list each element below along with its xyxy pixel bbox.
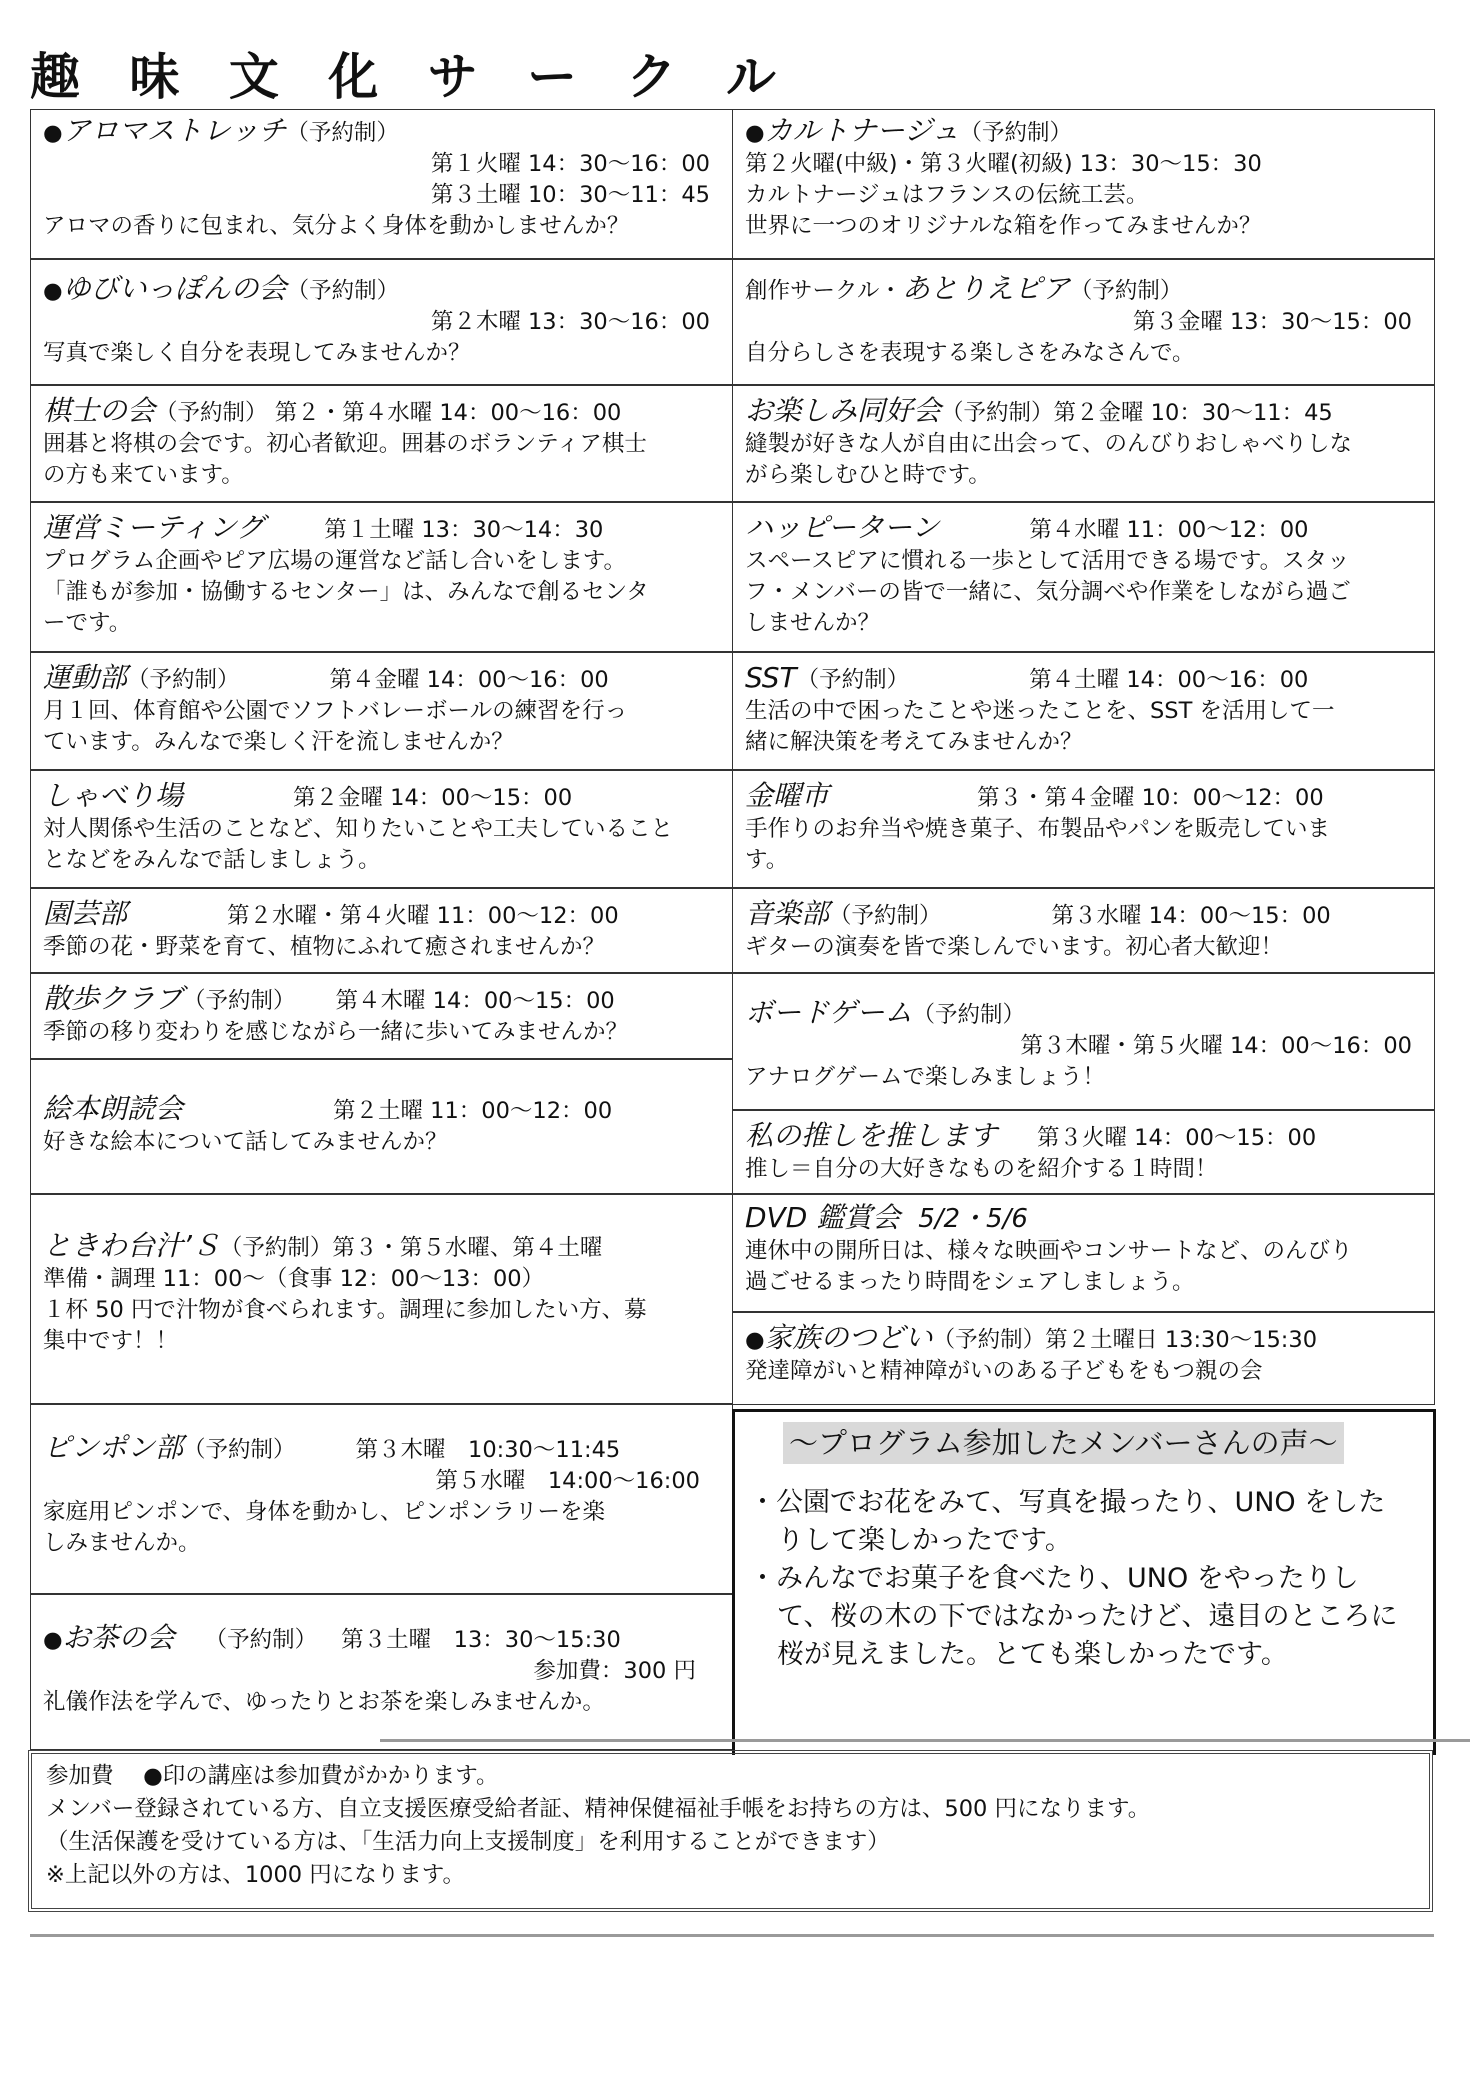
schedule: 第２金曜 10：30～11：45 — [1053, 399, 1333, 426]
schedule: 第４水曜 11：00～12：00 — [1029, 516, 1309, 543]
circle-cartonnage — [733, 109, 1435, 259]
schedule: 第３火曜 14：00～15：00 — [1037, 1124, 1317, 1151]
reservation-note: （予約制） — [932, 1326, 1046, 1353]
circle-ocha — [30, 1594, 733, 1750]
event-date: 5/2・5/6 — [918, 1203, 1028, 1234]
description: す。 — [745, 846, 789, 873]
description: 礼儀作法を学んで、ゆったりとお茶を楽しみませんか。 — [43, 1688, 605, 1715]
fee-line: メンバー登録されている方、自立支援医療受給者証、精神保健福祉手帳をお持ちの方は、500 円になります。 — [46, 1796, 1151, 1822]
description: 世界に一つのオリジナルな箱を作ってみませんか？ — [745, 212, 1262, 239]
schedule: 第２火曜(中級)・第３火曜(初級) 13：30～15：30 — [745, 150, 1262, 177]
description: ーです。 — [43, 609, 132, 636]
description: 季節の移り変わりを感じながら一緒に歩いてみませんか？ — [43, 1018, 629, 1045]
description: スペースピアに慣れる一歩として活用できる場です。スタッ — [745, 547, 1350, 574]
description: しみませんか。 — [43, 1529, 201, 1556]
fee-note: ●印の講座は参加費がかかります。 — [143, 1763, 499, 1789]
description: 自分らしさを表現する楽しさをみなさんで。 — [745, 339, 1195, 366]
reservation-note: （予約制） — [204, 1626, 318, 1653]
circle-engei — [30, 888, 733, 973]
description: 発達障がいと精神障がいのある子どもをもつ親の会 — [745, 1357, 1263, 1384]
circle-name: 園芸部 — [43, 897, 128, 930]
description: １杯 50 円で汁物が食べられます。調理に参加したい方、募 — [43, 1296, 647, 1323]
circle-name: 棋士の会 — [43, 394, 156, 427]
description: 家庭用ピンポンで、身体を動かし、ピンポンラリーを楽 — [43, 1498, 606, 1525]
divider — [380, 1739, 1470, 1742]
description: プログラム企画やピア広場の運営など話し合いをします。 — [43, 547, 626, 574]
fee-mark: ● — [43, 277, 63, 304]
fee-line: （生活保護を受けている方は、「生活力向上支援制度」を利用することができます） — [46, 1829, 890, 1855]
schedule: 第３土曜 10：30～11：45 — [430, 181, 710, 208]
circle-boardgame — [733, 973, 1435, 1110]
divider — [30, 1934, 1434, 1937]
circle-name: カルトナージュ — [764, 114, 960, 147]
description: ギターの演奏を皆で楽しんでいます。初心者大歓迎！ — [745, 933, 1283, 960]
reservation-note: （予約制） — [796, 666, 910, 693]
member-voices-title: ～プログラム参加したメンバーさんの声～ — [783, 1422, 1344, 1464]
circle-name: 運営ミーティング — [43, 511, 265, 544]
circle-sst — [733, 652, 1435, 770]
schedule: 第２土曜 11：00～12：00 — [333, 1097, 613, 1124]
schedule: 第５水曜 14:00～16:00 — [435, 1467, 700, 1494]
description: 準備・調理 11：00～（食事 12：00～13：00） — [43, 1265, 545, 1292]
schedule: 第３木曜・第５火曜 14：00～16：00 — [1020, 1032, 1412, 1059]
description: 「誰もが参加・協働するセンター」は、みんなで創るセンタ — [43, 578, 649, 605]
reservation-note: （予約制） — [219, 1234, 333, 1261]
description: 連休中の開所日は、様々な映画やコンサートなど、のんびり — [745, 1237, 1353, 1264]
circle-name: ハッピーターン — [745, 511, 940, 544]
description: アナログゲームで楽しみましょう！ — [745, 1063, 1106, 1090]
description: がら楽しむひと時です。 — [745, 461, 991, 488]
schedule: 第１火曜 14：30～16：00 — [430, 150, 710, 177]
circle-ehon — [30, 1059, 733, 1194]
circle-name: 散歩クラブ — [43, 982, 184, 1015]
circle-kazoku — [733, 1312, 1435, 1405]
circle-name: ときわ台汁’Ｓ — [43, 1229, 220, 1262]
description: 囲碁と将棋の会です。初心者歓迎。囲碁のボランティア棋士 — [43, 430, 647, 457]
circle-otanoshimi — [733, 385, 1435, 502]
reservation-note: （予約制） — [941, 399, 1054, 426]
description: 縫製が好きな人が自由に出会って、のんびりおしゃべりしな — [745, 430, 1353, 457]
schedule: 第３・第５水曜、第４土曜 — [332, 1234, 603, 1261]
schedule: 第３水曜 14：00～15：00 — [1051, 902, 1331, 929]
schedule: 第３・第４金曜 10：00～12：00 — [977, 784, 1324, 811]
circle-name: しゃべり場 — [43, 779, 184, 812]
schedule: 第２・第４水曜 14：00～16：00 — [274, 399, 622, 426]
reservation-note: （予約制） — [183, 987, 296, 1014]
circle-name: お楽しみ同好会 — [745, 394, 942, 427]
fee-mark: ● — [745, 1326, 765, 1353]
description: フ・メンバーの皆で一緒に、気分調べや作業をしながら過ご — [745, 578, 1351, 605]
circle-pingpong — [30, 1404, 733, 1594]
schedule: 第４木曜 14：00～15：00 — [335, 987, 615, 1014]
description: カルトナージュはフランスの伝統工芸。 — [745, 181, 1149, 208]
reservation-note: （予約制） — [829, 902, 942, 929]
fee-mark: ● — [43, 1626, 63, 1653]
fee-info-box — [28, 1750, 1433, 1912]
schedule: 第１土曜 13：30～14：30 — [324, 516, 604, 543]
schedule: 第４土曜 14：00～16：00 — [1029, 666, 1309, 693]
page-title: 趣 味 文 化 サ ー ク ル — [30, 48, 792, 106]
circle-tokiwa — [30, 1194, 733, 1404]
voice-item: ・みんなでお菓子を食べたり、UNO をやったりして、桜の木の下ではなかったけど、遠目のところに桜が見えました。とても楽しかったです。 — [749, 1563, 1398, 1670]
description: 生活の中で困ったことや迷ったことを、SST を活用して一 — [745, 697, 1335, 724]
description: の方も来ています。 — [43, 461, 244, 488]
schedule: 第４金曜 14：00～16：00 — [329, 666, 609, 693]
description: 過ごせるまったり時間をシェアしましょう。 — [745, 1268, 1195, 1295]
reservation-note: （予約制） — [155, 399, 268, 426]
circle-name: 私の推しを推します — [745, 1119, 998, 1152]
circle-name: 運動部 — [43, 661, 128, 694]
circle-kishi — [30, 385, 733, 502]
description: 好きな絵本について話してみませんか？ — [43, 1128, 448, 1155]
fee-label: 参加費 — [46, 1763, 114, 1789]
circle-name: DVD 鑑賞会 — [745, 1201, 901, 1234]
fee-mark: ● — [745, 119, 765, 146]
description: 季節の花・野菜を育て、植物にふれて癒されませんか？ — [43, 933, 606, 960]
circle-sanpo — [30, 973, 733, 1059]
reservation-note: （予約制） — [286, 277, 400, 304]
voice-item: ・公園でお花をみて、写真を撮ったり、UNO をしたりして楽しかったです。 — [749, 1487, 1386, 1556]
description: 対人関係や生活のことなど、知りたいことや工夫していること — [43, 815, 674, 842]
description: 緒に解決策を考えてみませんか？ — [745, 728, 1083, 755]
reservation-note: （予約制） — [286, 119, 399, 146]
reservation-note: （予約制） — [1069, 277, 1183, 304]
description: しませんか？ — [745, 609, 881, 636]
reservation-note: （予約制） — [912, 1001, 1025, 1028]
description: となどをみんなで話しましょう。 — [43, 846, 381, 873]
circle-atelier — [733, 259, 1435, 385]
description: 月１回、体育館や公園でソフトバレーボールの練習を行っ — [43, 697, 628, 724]
circle-name: アロマストレッチ — [62, 114, 287, 147]
circle-aroma — [30, 109, 733, 259]
circle-dvd — [733, 1194, 1435, 1312]
schedule: 第２木曜 13：30～16：00 — [430, 308, 710, 335]
circle-name: 絵本朗読会 — [43, 1092, 184, 1125]
circle-name: お茶の会 — [62, 1621, 175, 1654]
reservation-note: （予約制） — [959, 119, 1073, 146]
circle-shaberi — [30, 770, 733, 888]
circle-name: ボードゲーム — [745, 996, 913, 1029]
circle-name: 家族のつどい — [764, 1321, 933, 1354]
circle-unei — [30, 502, 733, 652]
circle-name: あとりえピア — [901, 272, 1070, 305]
circle-name: 金曜市 — [745, 779, 830, 812]
circle-undo — [30, 652, 733, 770]
schedule: 第２土曜日 13:30～15:30 — [1045, 1326, 1318, 1353]
circle-name: ゆびいっぽんの会 — [62, 272, 287, 305]
fee-amount: 参加費：300 円 — [533, 1657, 696, 1684]
schedule: 第２金曜 14：00～15：00 — [293, 784, 573, 811]
circle-name: ピンポン部 — [43, 1431, 184, 1464]
description: 手作りのお弁当や焼き菓子、布製品やパンを販売していま — [745, 815, 1331, 842]
member-voices-box — [732, 1409, 1436, 1755]
description: 写真で楽しく自分を表現してみませんか？ — [43, 339, 471, 366]
schedule: 第２水曜・第４火曜 11：00～12：00 — [227, 902, 619, 929]
schedule: 第３木曜 10:30～11:45 — [355, 1436, 621, 1463]
circle-name: 音楽部 — [745, 897, 830, 930]
circle-oshi — [733, 1110, 1435, 1194]
circle-prefix: 創作サークル・ — [745, 277, 902, 304]
schedule: 第３土曜 13：30～15:30 — [341, 1626, 621, 1653]
description: 推し＝自分の大好きなものを紹介する１時間！ — [745, 1155, 1218, 1182]
fee-mark: ● — [43, 119, 63, 146]
reservation-note: （予約制） — [127, 666, 240, 693]
circle-kinyoichi — [733, 770, 1435, 888]
schedule: 第３金曜 13：30～15：00 — [1132, 308, 1412, 335]
description: ています。みんなで楽しく汗を流しませんか？ — [43, 728, 514, 755]
circle-happy — [733, 502, 1435, 652]
description: アロマの香りに包まれ、気分よく身体を動かしませんか？ — [43, 212, 630, 239]
fee-line: ※上記以外の方は、1000 円になります。 — [46, 1862, 465, 1888]
circle-name: SST — [745, 661, 797, 694]
circle-ongaku — [733, 888, 1435, 973]
circle-yubi — [30, 259, 733, 385]
reservation-note: （予約制） — [183, 1436, 296, 1463]
description: 集中です！！ — [43, 1327, 179, 1354]
